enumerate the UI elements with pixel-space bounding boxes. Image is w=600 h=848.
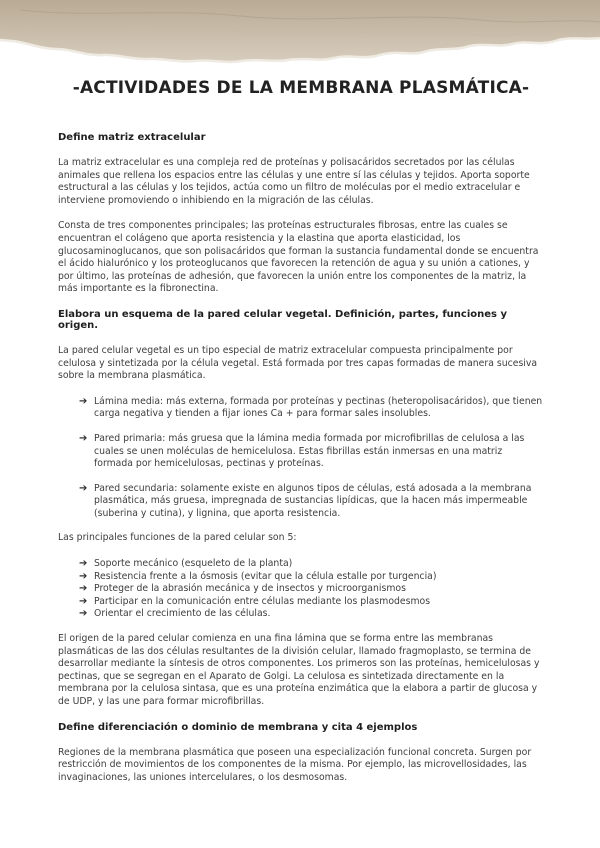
list-item bbox=[80, 583, 544, 596]
heading-pared-celular: Elabora un esquema de la pared celular vegetal. Definición, partes, funciones y origen. bbox=[58, 308, 507, 331]
list-item-text: Resistencia frente a la ósmosis (evitar que la célula estalle por turgencia) bbox=[94, 570, 437, 582]
paragraph-matriz-1: La matriz extracelular es una compleja red de proteínas y polisacáridos secretados por las células animales que rellena los espacios entre las células y une entre sí las células y tejidos. Aporta soporte estructural a las células y los tejidos, actúa como un filtro de moléculas por el medio extracelular e interviene promoviendo o inhibiendo en la migración de las células. bbox=[58, 157, 530, 206]
arrow-bullet-icon: ➔ bbox=[79, 608, 88, 620]
paragraph-origen-pared: El origen de la pared celular comienza en una fina lámina que se forma entre las membranas plasmáticas de las dos células resultantes de la división celular, llamado fragmoplasto, se termina de desarrollar mediante la síntesis de otros componentes. Los primeros son las proteínas, hemicelulosas y pectinas, que se segregan en el Aparato de Golgi. La celulosa es sintetizada directamente en la membrana por la celulosa sintasa, que es una proteína enzimática que la elabora a partir de glucosa y de UDP, y las une para formar microfibrillas. bbox=[58, 633, 540, 707]
arrow-bullet-icon: ➔ bbox=[79, 583, 88, 595]
list-item-text: Lámina media: más externa, formada por proteínas y pectinas (heteropolisacáridos), que tienen carga negativa y tienden a fijar iones Ca + para formar sales insolubles. bbox=[94, 395, 543, 420]
list-item bbox=[80, 433, 544, 471]
arrow-bullet-icon: ➔ bbox=[79, 558, 88, 570]
document-page bbox=[58, 78, 544, 797]
list-item bbox=[80, 596, 544, 609]
heading-matriz-extracelular: Define matriz extracelular bbox=[58, 132, 206, 143]
page-title: -ACTIVIDADES DE LA MEMBRANA PLASMÁTICA- bbox=[72, 78, 530, 98]
list-item bbox=[80, 396, 544, 421]
arrow-bullet-icon: ➔ bbox=[79, 395, 88, 407]
list-item bbox=[80, 483, 544, 521]
arrow-bullet-icon: ➔ bbox=[79, 432, 88, 444]
list-item-text: Proteger de la abrasión mecánica y de insectos y microorganismos bbox=[94, 583, 406, 595]
paragraph-funciones-intro: Las principales funciones de la pared celular son 5: bbox=[58, 532, 297, 544]
torn-paper-header-decoration bbox=[0, 0, 600, 70]
arrow-bullet-icon: ➔ bbox=[79, 570, 88, 582]
paragraph-pared-definicion: La pared celular vegetal es un tipo especial de matriz extracelular compuesta principalmente por celulosa y sintetizada por la célula vegetal. Está formada por tres capas formadas de manera sucesiva sobre la membrana plasmática. bbox=[58, 344, 538, 382]
list-item-text: Pared secundaria: solamente existe en algunos tipos de células, está adosada a la membrana plasmática, más gruesa, impregnada de sustancias lipídicas, que la hacen más impermeable (suberina y cutina), y lignina, que aporta resistencia. bbox=[94, 482, 532, 519]
list-funciones-pared bbox=[58, 558, 544, 621]
heading-diferenciacion-membrana: Define diferenciación o dominio de membrana y cita 4 ejemplos bbox=[58, 721, 418, 733]
list-item-text: Pared primaria: más gruesa que la lámina media formada por microfibrillas de celulosa a las cuales se unen moléculas de hemicelulosa. Estas fibrillas están inmersas en una matriz formada por hemicelulosas, pectinas y proteínas. bbox=[94, 432, 525, 470]
paragraph-matriz-2: Consta de tres componentes principales; las proteínas estructurales fibrosas, entre las cuales se encuentran el colágeno que aporta resistencia y la elastina que aporta elasticidad, los glucosaminoglucanos, que son polisacáridos que forman la sustancia fundamental donde se encuentra el ácido hialurónico y los proteoglucanos que favorecen la retención de agua y su unión a cationes, y por último, las proteínas de adhesión, que favorecen la unión entre los componentes de la matriz, la más importante es la fibronectina. bbox=[58, 220, 539, 295]
list-item bbox=[80, 608, 544, 621]
list-item-text: Soporte mecánico (esqueleto de la planta) bbox=[94, 558, 293, 570]
list-item bbox=[80, 558, 544, 571]
list-item-text: Orientar el crecimiento de las células. bbox=[94, 608, 271, 620]
paragraph-diferenciacion: Regiones de la membrana plasmática que poseen una especialización funcional concreta. Surgen por restricción de movimientos de los componentes de la misma. Por ejemplo, las microvellosidades, las invaginaciones, las uniones intercelulares, o los desmosomas. bbox=[58, 746, 532, 783]
arrow-bullet-icon: ➔ bbox=[79, 595, 88, 607]
list-capas-pared bbox=[58, 396, 544, 521]
list-item-text: Participar en la comunicación entre células mediante los plasmodesmos bbox=[94, 595, 431, 607]
list-item bbox=[80, 571, 544, 584]
arrow-bullet-icon: ➔ bbox=[79, 482, 88, 494]
